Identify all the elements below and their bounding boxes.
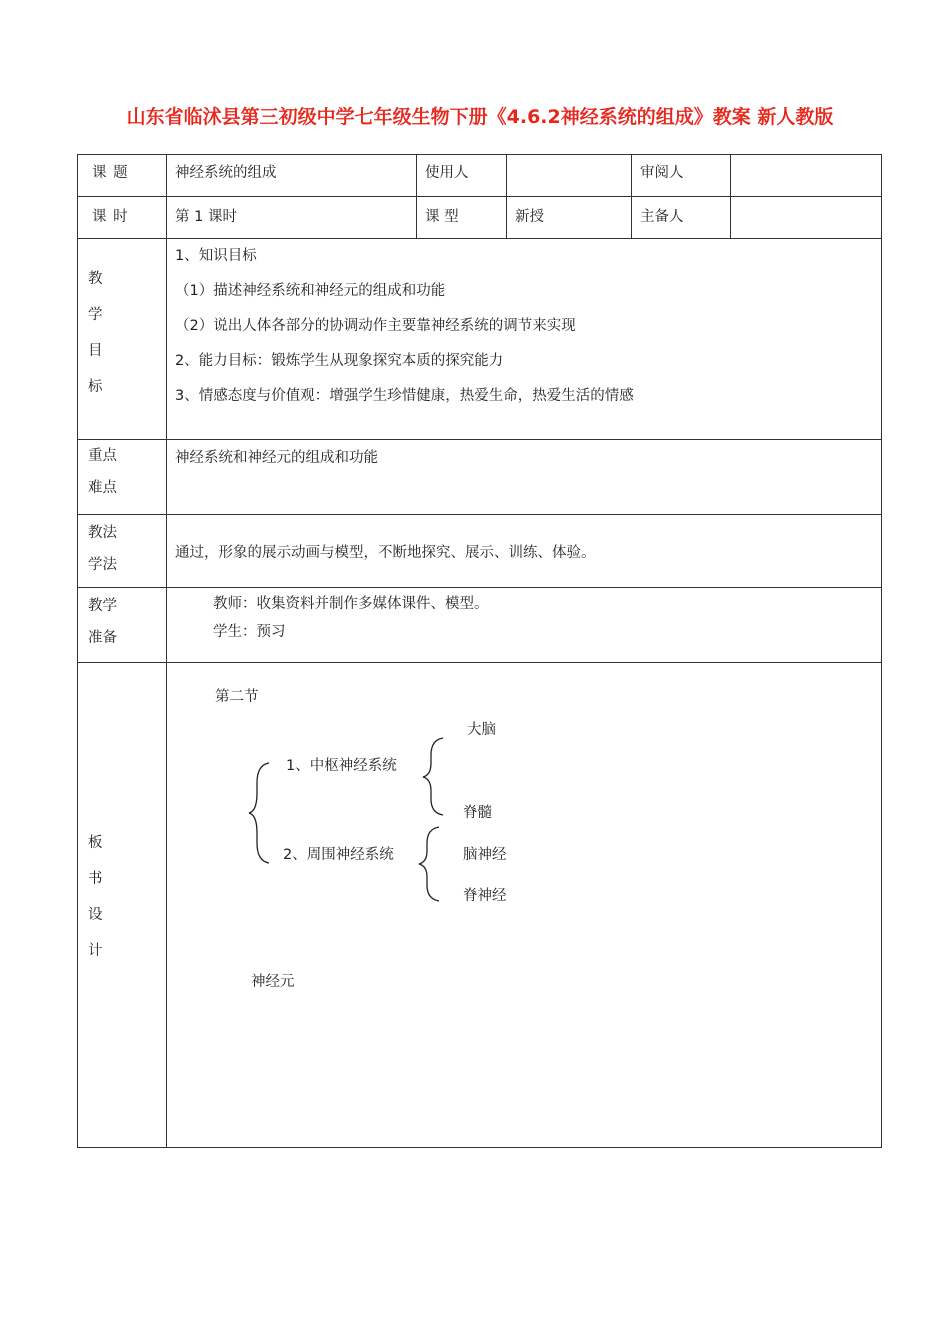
preparation-row bbox=[78, 588, 882, 663]
goals-label-char: 学 bbox=[88, 307, 103, 323]
period-value: 第 1 课时 bbox=[175, 209, 237, 225]
board-section: 第二节 bbox=[215, 689, 259, 705]
reviewer-label: 审阅人 bbox=[640, 165, 684, 181]
board-label-char: 计 bbox=[88, 943, 103, 959]
board-row bbox=[78, 663, 882, 1148]
methods-row bbox=[78, 515, 882, 588]
lesson-plan-table bbox=[77, 154, 882, 1148]
key-points-row bbox=[78, 440, 882, 515]
board-peripheral: 2、周围神经系统 bbox=[283, 847, 394, 863]
goals-label bbox=[78, 239, 166, 405]
topic-label: 课 题 bbox=[92, 165, 129, 181]
methods-label-line: 学法 bbox=[88, 557, 117, 573]
user-value bbox=[507, 155, 631, 167]
document-title: 山东省临沭县第三初级中学七年级生物下册《4.6.2神经系统的组成》教案 新人教版 bbox=[126, 106, 834, 128]
goal-item: （1）描述神经系统和神经元的组成和功能 bbox=[175, 283, 446, 299]
board-label-char: 书 bbox=[88, 871, 103, 887]
central-brace bbox=[423, 738, 443, 815]
goals-row bbox=[78, 239, 882, 440]
goal-item: 2、能力目标：锻炼学生从现象探究本质的探究能力 bbox=[175, 353, 504, 369]
board-label-char: 设 bbox=[88, 907, 103, 923]
period-label: 课 时 bbox=[92, 209, 129, 225]
board-label bbox=[78, 663, 166, 969]
type-value: 新授 bbox=[515, 209, 544, 225]
methods-label bbox=[78, 515, 166, 581]
board-neuron: 神经元 bbox=[251, 974, 295, 990]
peripheral-brace bbox=[419, 827, 439, 901]
main-brace bbox=[249, 763, 269, 863]
type-label: 课 型 bbox=[425, 209, 459, 225]
key-points-label-line: 重点 bbox=[88, 448, 117, 464]
preparation-teacher: 教师：收集资料并制作多媒体课件、模型。 bbox=[213, 596, 489, 612]
board-cranial-nerves: 脑神经 bbox=[463, 847, 507, 863]
methods-label-line: 教法 bbox=[88, 525, 117, 541]
board-spinal-nerves: 脊神经 bbox=[463, 888, 507, 904]
key-points-label bbox=[78, 440, 166, 504]
key-points-label-line: 难点 bbox=[88, 480, 117, 496]
user-label: 使用人 bbox=[425, 165, 469, 181]
board-label-char: 板 bbox=[88, 835, 103, 851]
preparation-student: 学生：预习 bbox=[213, 624, 286, 640]
board-spinal-cord: 脊髓 bbox=[463, 805, 492, 821]
preparation-label-line: 准备 bbox=[88, 630, 117, 646]
goal-item: 3、情感态度与价值观：增强学生珍惜健康，热爱生命，热爱生活的情感 bbox=[175, 388, 634, 404]
lead-value bbox=[731, 197, 881, 209]
methods-text: 通过，形象的展示动画与模型，不断地探究、展示、训练、体验。 bbox=[175, 544, 596, 561]
board-design bbox=[167, 663, 881, 1143]
key-points-text: 神经系统和神经元的组成和功能 bbox=[175, 450, 378, 466]
topic-value: 神经系统的组成 bbox=[175, 165, 277, 181]
board-brain: 大脑 bbox=[467, 722, 496, 738]
header-row-period bbox=[78, 197, 882, 239]
preparation-label bbox=[78, 588, 166, 654]
lead-label: 主备人 bbox=[640, 209, 684, 225]
header-row-topic bbox=[78, 155, 882, 197]
reviewer-value bbox=[731, 155, 881, 167]
goals-label-char: 标 bbox=[88, 379, 103, 395]
goal-item: （2）说出人体各部分的协调动作主要靠神经系统的调节来实现 bbox=[175, 318, 576, 334]
goal-item: 1、知识目标 bbox=[175, 248, 257, 264]
board-central: 1、中枢神经系统 bbox=[286, 758, 397, 774]
goals-label-char: 目 bbox=[88, 343, 103, 359]
goals-label-char: 教 bbox=[88, 271, 103, 287]
preparation-label-line: 教学 bbox=[88, 598, 117, 614]
